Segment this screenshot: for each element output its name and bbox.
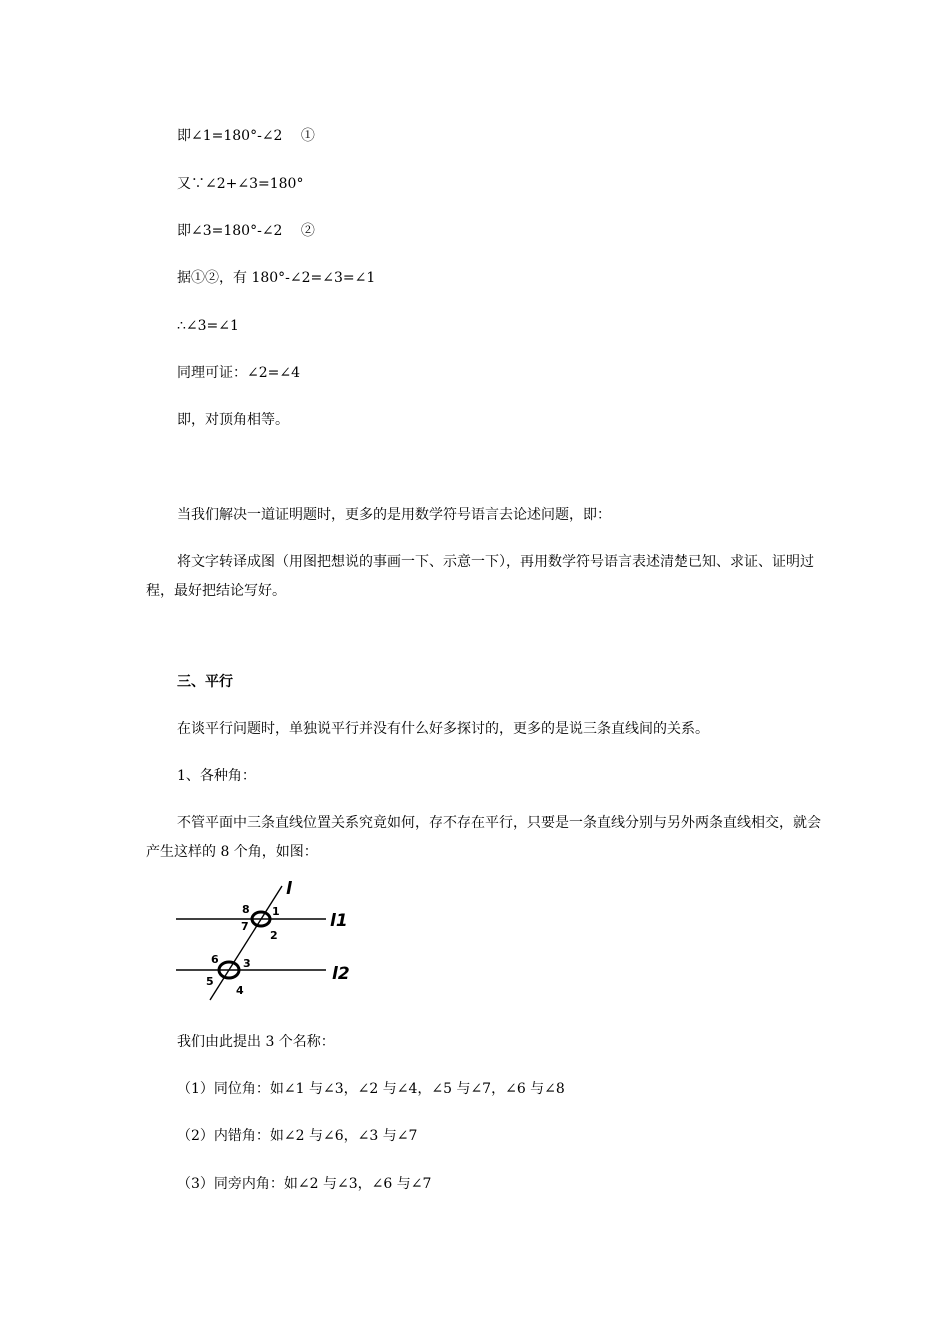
label-line-1: l1 <box>330 911 348 931</box>
angles-description: 不管平面中三条直线位置关系究竟如何，存不存在平行，只要是一条直线分别与另外两条直线相交，就会产生这样的 8 个角，如图： <box>146 815 821 860</box>
angle-label-8: 8 <box>242 903 250 916</box>
method-paragraph-2: 将文字转译成图（用图把想说的事画一下、示意一下），再用数学符号语言表述清楚已知、求证、证明过程，最好把结论写好。 <box>146 554 814 599</box>
angle-label-4: 4 <box>236 984 244 997</box>
section-heading: 三、平行 <box>177 674 233 690</box>
proof-line-2: 又∵∠2+∠3=180° <box>177 176 304 192</box>
angle-label-7: 7 <box>241 920 249 933</box>
angle-label-1: 1 <box>272 905 280 918</box>
proof-line-4: 据①②，有 180°-∠2=∠3=∠1 <box>177 270 376 286</box>
label-transversal: l <box>286 879 292 899</box>
section-intro: 在谈平行问题时，单独说平行并没有什么好多探讨的，更多的是说三条直线间的关系。 <box>177 721 709 737</box>
label-line-2: l2 <box>332 964 350 984</box>
angle-label-2: 2 <box>270 929 278 942</box>
figure-lines <box>176 886 326 1000</box>
parallel-lines-figure <box>170 878 370 1003</box>
proof-line-1: 即∠1=180°-∠2 ① <box>177 128 315 144</box>
proof-line-5: ∴∠3=∠1 <box>177 318 239 334</box>
angle-label-3: 3 <box>243 957 251 970</box>
angle-label-6: 6 <box>211 953 219 966</box>
angle-label-5: 5 <box>206 975 214 988</box>
proof-line-3: 即∠3=180°-∠2 ② <box>177 223 315 239</box>
item-alternate-angles: （2）内错角：如∠2 与∠6，∠3 与∠7 <box>177 1128 418 1144</box>
names-intro: 我们由此提出 3 个名称： <box>177 1034 335 1050</box>
subheading-angles: 1、各种角： <box>177 768 256 784</box>
item-interior-angles: （3）同旁内角：如∠2 与∠3，∠6 与∠7 <box>177 1176 432 1192</box>
method-paragraph-1: 当我们解决一道证明题时，更多的是用数学符号语言去论述问题，即： <box>177 507 611 523</box>
proof-conclusion: 即，对顶角相等。 <box>177 412 289 428</box>
item-corresponding-angles: （1）同位角：如∠1 与∠3，∠2 与∠4，∠5 与∠7，∠6 与∠8 <box>177 1081 565 1097</box>
proof-line-6: 同理可证：∠2=∠4 <box>177 365 301 381</box>
